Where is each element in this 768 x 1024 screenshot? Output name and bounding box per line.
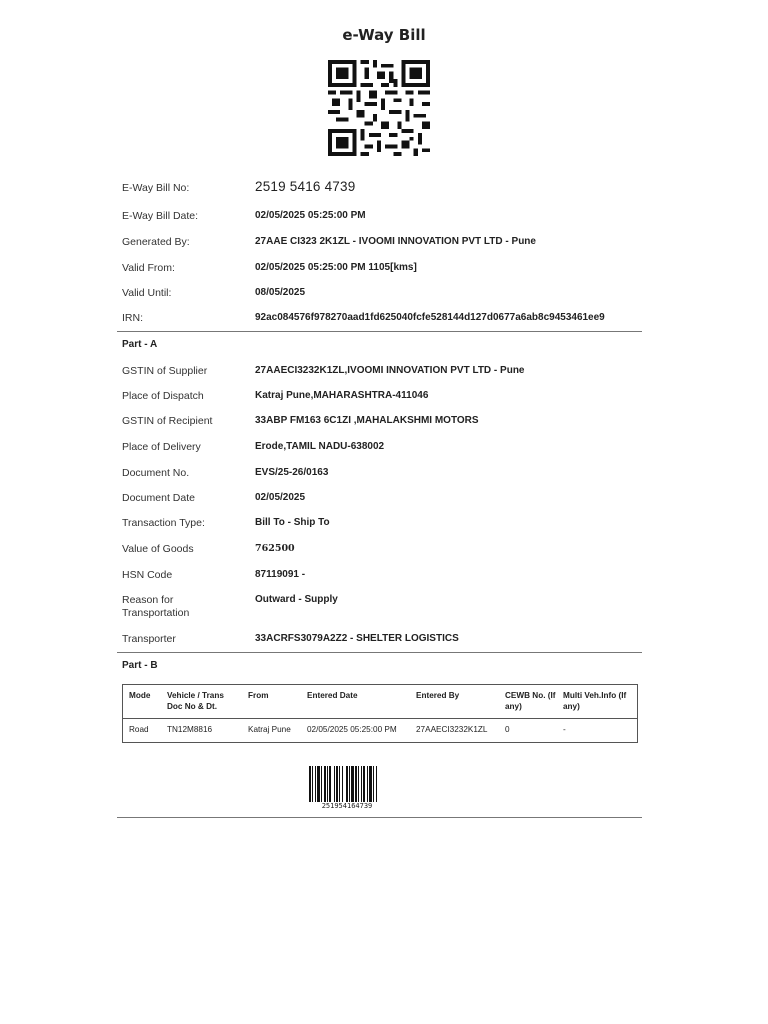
place-of-delivery-value: Erode,TAMIL NADU-638002 [255, 441, 385, 452]
valid-until-row [122, 287, 642, 309]
field-label: Transaction Type: [122, 517, 205, 529]
barcode-bar [324, 766, 326, 802]
table-header-cell: CEWB No. (If any) [505, 691, 556, 711]
generated-by-value: 27AAE CI323 2K1ZL - IVOOMI INNOVATION PVT LTD - Pune [255, 236, 536, 247]
hsn-code-value: 87119091 - [255, 569, 306, 580]
barcode-bar [367, 766, 368, 802]
document-date-value: 02/05/2025 [255, 492, 306, 503]
table-cell: 02/05/2025 05:25:00 PM [307, 725, 397, 734]
gstin-supplier-value: 27AAECI3232K1ZL,IVOOMI INNOVATION PVT LTD - Pune [255, 365, 525, 376]
table-cell: TN12M8816 [167, 725, 213, 734]
table-cell: Katraj Pune [248, 725, 291, 734]
divider [117, 652, 642, 653]
field-label: Document Date [122, 492, 195, 504]
qr-code-icon [328, 60, 430, 156]
table-header-divider [123, 718, 637, 719]
table-cell: 0 [505, 725, 510, 734]
barcode-icon [309, 766, 385, 802]
barcode-bar [346, 766, 348, 802]
table-cell: Road [129, 725, 149, 734]
field-label: Place of Dispatch [122, 390, 204, 402]
field-label: Transporter [122, 633, 176, 645]
table-cell: 27AAECI3232K1ZL [416, 725, 488, 734]
barcode-number: 251954164739 [321, 802, 373, 810]
table-header-cell: Entered Date [307, 691, 358, 700]
document-title: e-Way Bill [342, 26, 426, 44]
place-of-dispatch-row [122, 390, 642, 412]
field-label: GSTIN of Supplier [122, 365, 208, 377]
barcode-bar [327, 766, 328, 802]
part-a-heading: Part - A [122, 339, 158, 350]
field-label: Place of Delivery [122, 441, 201, 453]
barcode-bar [315, 766, 316, 802]
barcode-bar [355, 766, 357, 802]
reason-transportation-value: Outward - Supply [255, 594, 338, 605]
gstin-recipient-row [122, 415, 642, 437]
valid-until-value: 08/05/2025 [255, 287, 306, 298]
document-date-row [122, 492, 642, 514]
eway-bill-date-row [122, 210, 642, 232]
barcode-bar [339, 766, 340, 802]
barcode-bar [334, 766, 335, 802]
divider [117, 331, 642, 332]
valid-from-row [122, 262, 642, 284]
part-b-table [122, 684, 638, 743]
field-label: Document No. [122, 467, 190, 479]
barcode-bar [317, 766, 320, 802]
table-header-cell: Multi Veh.Info (If any) [563, 691, 627, 711]
barcode-bar [312, 766, 313, 802]
transaction-type-value: Bill To - Ship To [255, 517, 330, 528]
barcode-bar [376, 766, 377, 802]
barcode-bar [309, 766, 311, 802]
field-label: Valid From: [122, 262, 175, 274]
place-of-dispatch-value: Katraj Pune,MAHARASHTRA-411046 [255, 390, 429, 401]
document-no-row [122, 467, 642, 489]
generated-by-row [122, 236, 642, 258]
eway-bill-date-value: 02/05/2025 05:25:00 PM [255, 210, 366, 221]
reason-transportation-row [122, 594, 642, 624]
barcode-bar [349, 766, 350, 802]
eway-bill-no-value: 2519 5416 4739 [255, 179, 356, 194]
field-label: Generated By: [122, 236, 190, 248]
field-label: E-Way Bill Date: [122, 210, 199, 222]
value-of-goods-row [122, 543, 642, 565]
barcode-bar [358, 766, 359, 802]
field-label: GSTIN of Recipient [122, 415, 213, 427]
table-header-cell: Entered By [416, 691, 460, 700]
barcode-bar [351, 766, 354, 802]
barcode-bar [373, 766, 374, 802]
gstin-supplier-row [122, 365, 642, 387]
field-label: HSN Code [122, 569, 173, 581]
part-b-heading: Part - B [122, 660, 158, 671]
transporter-value: 33ACRFS3079A2Z2 - SHELTER LOGISTICS [255, 633, 459, 644]
field-label: Value of Goods [122, 543, 194, 555]
barcode-bar [321, 766, 322, 802]
divider [117, 817, 642, 818]
hsn-code-row [122, 569, 642, 591]
table-header-cell: Vehicle / Trans Doc No & Dt. [167, 691, 224, 711]
field-label: Reason for Transportation [122, 594, 190, 619]
table-header-cell: Mode [129, 691, 151, 700]
barcode-bar [336, 766, 338, 802]
barcode-bar [369, 766, 372, 802]
valid-from-value: 02/05/2025 05:25:00 PM 1105[kms] [255, 262, 417, 273]
table-header-cell: From [248, 691, 269, 700]
field-label: Valid Until: [122, 287, 172, 299]
barcode-bar [329, 766, 331, 802]
table-cell: - [563, 725, 566, 734]
field-label: IRN: [122, 312, 143, 324]
value-of-goods-value: 762500 [255, 543, 295, 554]
barcode-bar [363, 766, 365, 802]
irn-value: 92ac084576f978270aad1fd625040fcfe528144d127d0677a6ab8c9453461ee9 [255, 312, 605, 323]
barcode-bar [361, 766, 362, 802]
barcode-bar [342, 766, 343, 802]
eway-bill-no-row [122, 179, 642, 204]
transaction-type-row [122, 517, 642, 539]
document-no-value: EVS/25-26/0163 [255, 467, 329, 478]
place-of-delivery-row [122, 441, 642, 463]
gstin-recipient-value: 33ABP FM163 6C1ZI ,MAHALAKSHMI MOTORS [255, 415, 479, 426]
field-label: E-Way Bill No: [122, 182, 190, 194]
